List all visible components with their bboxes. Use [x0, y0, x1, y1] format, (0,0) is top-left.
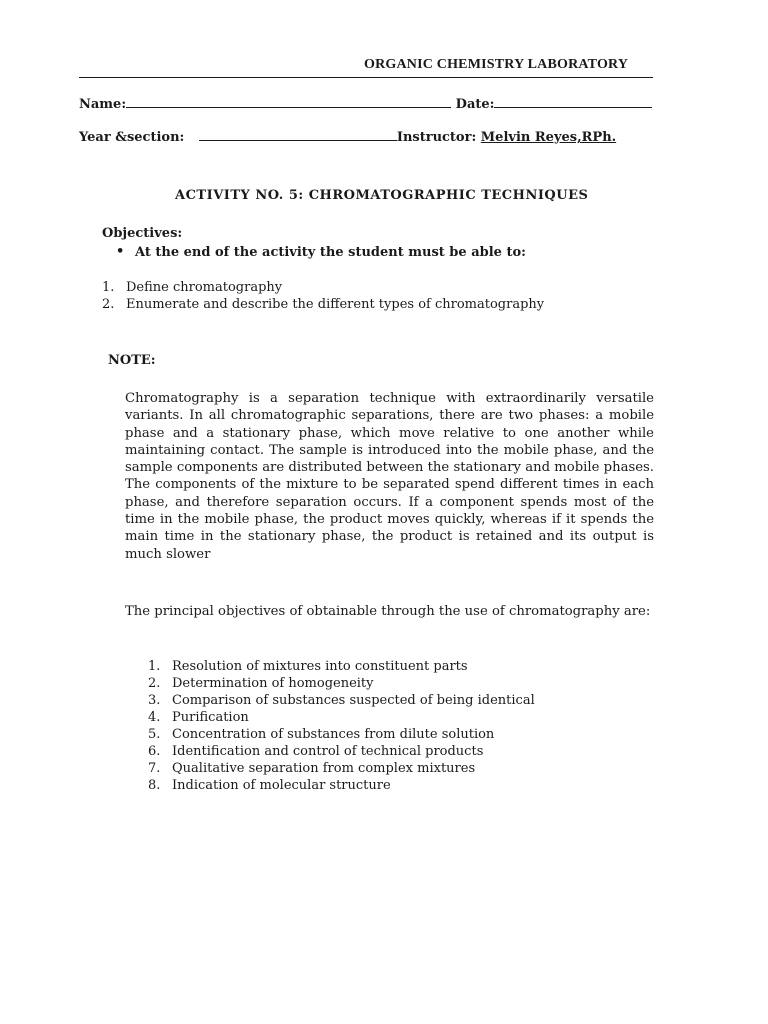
list-number: 1.	[148, 659, 161, 674]
list-item	[102, 296, 545, 313]
date-label: Date:	[455, 97, 495, 112]
list-number: 8.	[148, 778, 161, 793]
lab-title: ORGANIC CHEMISTRY LABORATORY	[364, 57, 629, 72]
list-text: Qualitative separation from complex mixtures	[172, 761, 476, 776]
list-text: Indication of molecular structure	[172, 778, 391, 793]
activity-title: ACTIVITY NO. 5: CHROMATOGRAPHIC TECHNIQUES	[175, 188, 589, 203]
list-text: Identification and control of technical products	[172, 744, 484, 759]
list-text: Enumerate and describe the different types of chromatography	[126, 297, 545, 312]
principal-objectives-list	[148, 658, 535, 794]
objectives-list	[102, 279, 545, 313]
note-paragraph: Chromatography is a separation technique with extraordinarily versatile variants. In all chromatographic separations, there are two phases: a mobile phase and a stationary phase, which move relative to one another while maintaining contact. The sample is introduced into the mobile phase, and the sample components are distributed between the stationary and mobile phases. The components of the mixture to be separated spend different times in each phase, and therefore separation occurs. If a component spends most of the time in the mobile phase, the product moves quickly, whereas if it spends the main time in the stationary phase, the product is retained and its output is much slower	[125, 391, 654, 562]
name-field[interactable]	[126, 95, 451, 108]
objectives-bullet-text: At the end of the activity the student must be able to:	[135, 245, 526, 260]
bullet-icon: •	[116, 244, 125, 259]
list-text: Resolution of mixtures into constituent parts	[172, 659, 468, 674]
objectives-intro-paragraph: The principal objectives of obtainable through the use of chromatography are:	[125, 604, 651, 619]
list-number: 7.	[148, 761, 161, 776]
note-label: NOTE:	[108, 353, 156, 368]
list-item	[148, 726, 535, 743]
list-number: 2.	[102, 297, 115, 312]
list-number: 2.	[148, 676, 161, 691]
date-field[interactable]	[494, 95, 652, 108]
list-item	[148, 692, 535, 709]
header-divider	[79, 77, 653, 78]
list-text: Concentration of substances from dilute solution	[172, 727, 495, 742]
instructor-label: Instructor:	[396, 130, 477, 145]
list-item	[148, 658, 535, 675]
list-text: Comparison of substances suspected of being identical	[172, 693, 535, 708]
list-item	[148, 743, 535, 760]
list-number: 5.	[148, 727, 161, 742]
list-number: 6.	[148, 744, 161, 759]
list-text: Determination of homogeneity	[172, 676, 374, 691]
list-text: Purification	[172, 710, 249, 725]
list-text: Define chromatography	[126, 280, 283, 295]
name-label: Name:	[79, 97, 127, 112]
list-item	[148, 777, 535, 794]
section-instructor-row	[79, 128, 616, 145]
list-number: 1.	[102, 280, 115, 295]
objectives-label: Objectives:	[102, 226, 183, 241]
list-item	[102, 279, 544, 296]
name-date-row	[79, 95, 652, 112]
instructor-value: Melvin Reyes,RPh.	[480, 130, 617, 145]
list-item	[148, 709, 535, 726]
list-item	[148, 760, 535, 777]
list-number: 4.	[148, 710, 161, 725]
year-section-field[interactable]	[199, 128, 397, 141]
year-section-label: Year &section:	[79, 130, 185, 145]
list-item	[148, 675, 535, 692]
list-number: 3.	[148, 693, 161, 708]
objectives-bullet	[116, 244, 526, 260]
